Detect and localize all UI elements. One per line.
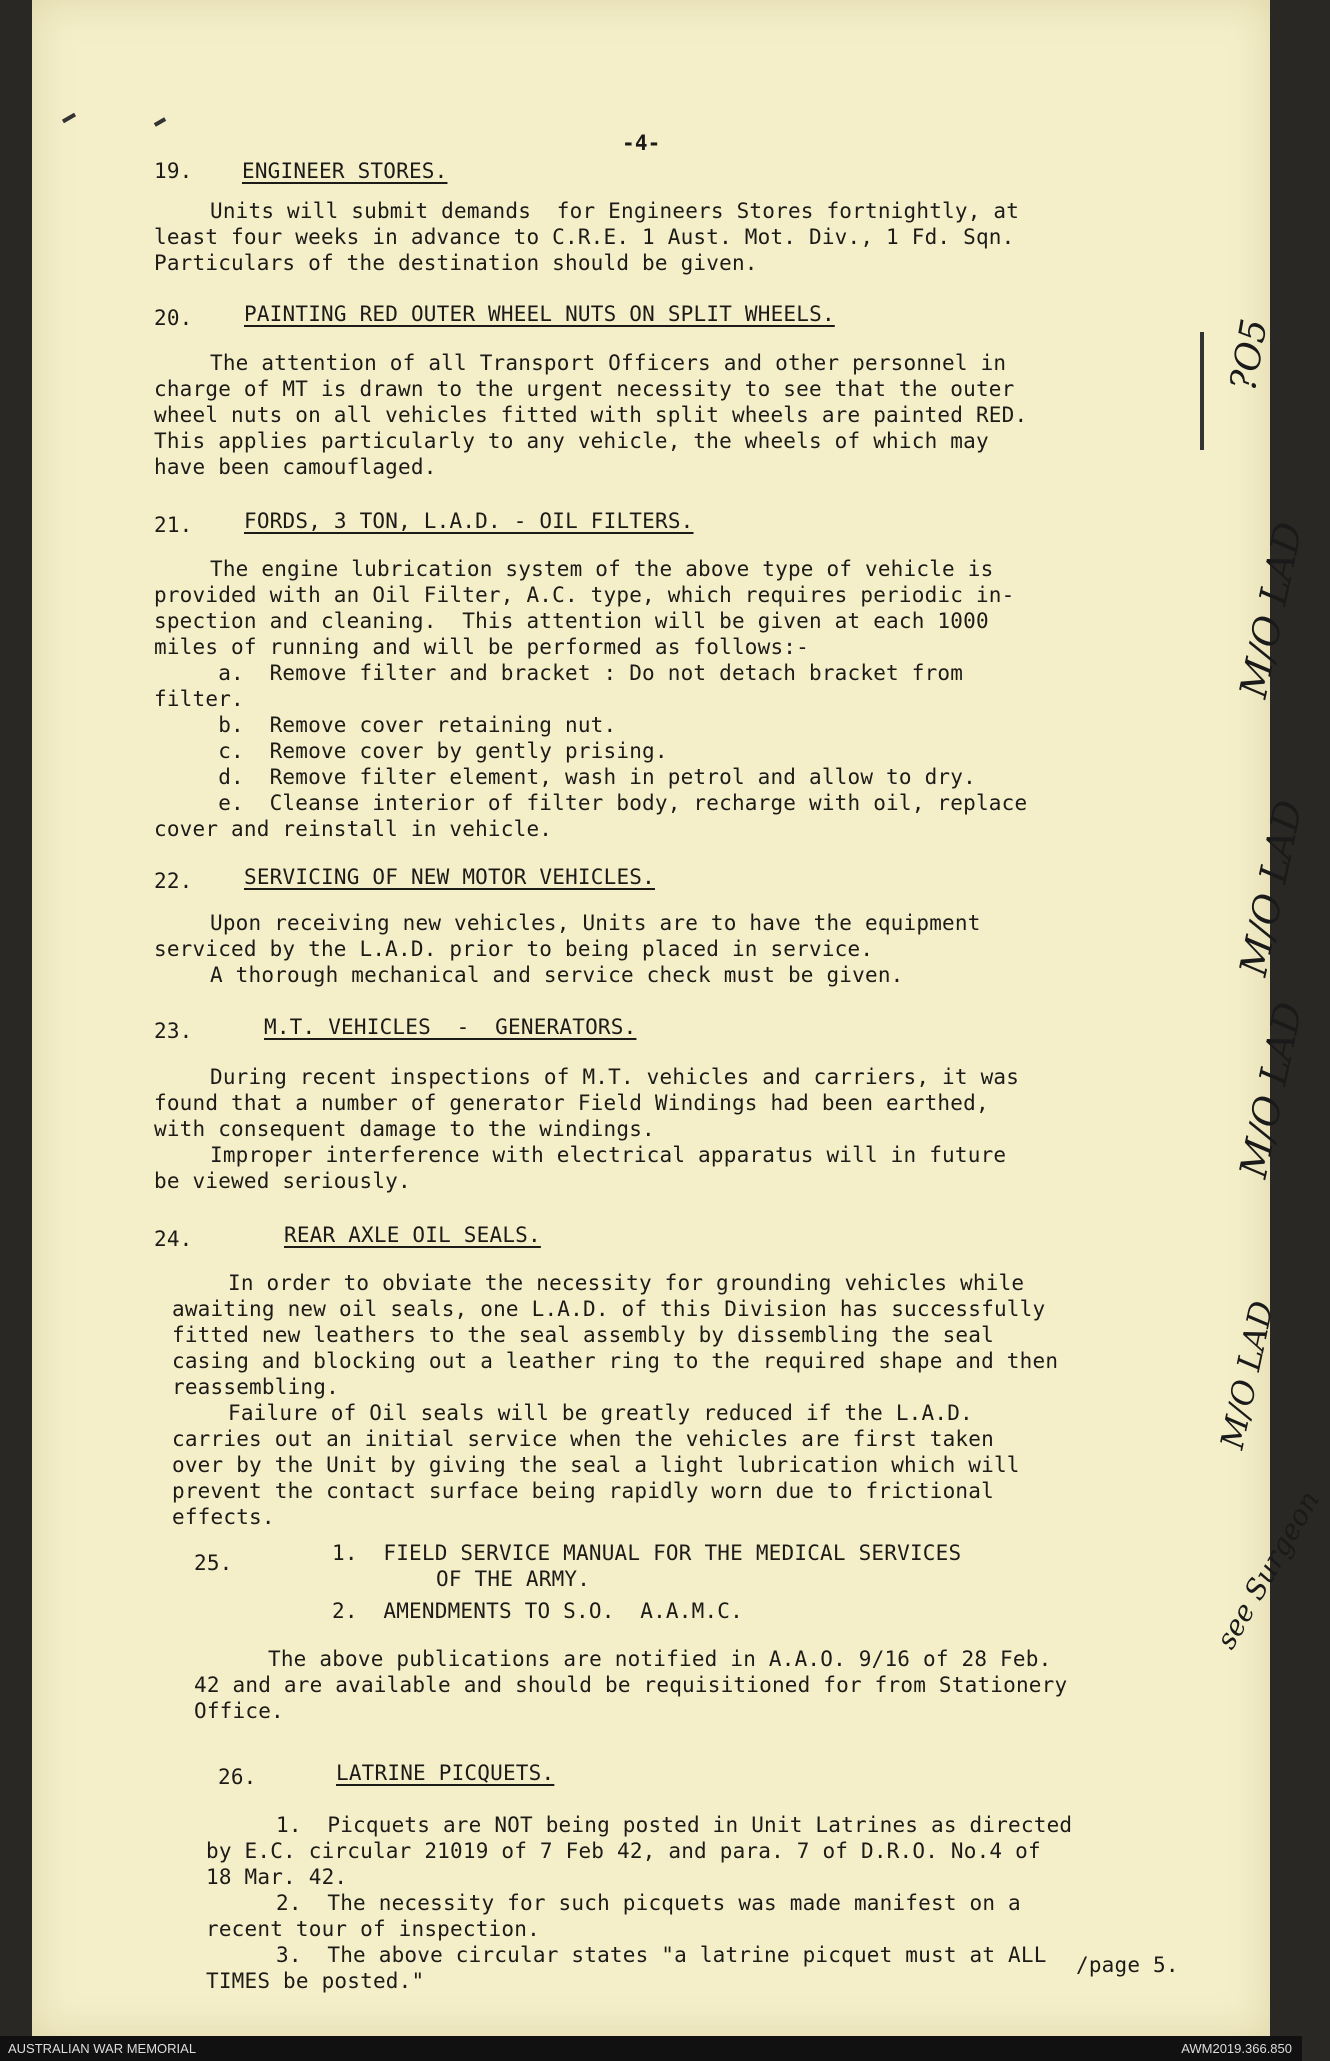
section-21-line: cover and reinstall in vehicle.: [154, 817, 553, 841]
section-26-line: 2. The necessity for such picquets was made manifest on a: [276, 1891, 1021, 1915]
section-23-line: with consequent damage to the windings.: [154, 1117, 655, 1141]
section-24-line: casing and blocking out a leather ring to the required shape and then: [172, 1349, 1059, 1373]
margin-note-20: ?O5: [1222, 316, 1276, 394]
section-25-line: 42 and are available and should be requisitioned for from Stationery: [194, 1673, 1068, 1697]
section-22-line: Upon receiving new vehicles, Units are to have the equipment: [210, 911, 981, 935]
margin-tick-mark: [62, 113, 76, 123]
section-21-line: miles of running and will be performed as follows:-: [154, 635, 809, 659]
section-21-line: a. Remove filter and bracket : Do not detach bracket from: [154, 661, 964, 685]
section-24-line: prevent the contact surface being rapidly worn due to frictional: [172, 1479, 994, 1503]
section-26-line: recent tour of inspection.: [206, 1917, 540, 1941]
section-23-line: be viewed seriously.: [154, 1169, 411, 1193]
section-21-number: 21.: [154, 513, 193, 537]
section-22-line: serviced by the L.A.D. prior to being placed in service.: [154, 937, 874, 961]
section-20-number: 20.: [154, 306, 193, 330]
section-21-heading: FORDS, 3 TON, L.A.D. - OIL FILTERS.: [244, 509, 694, 533]
footer-archive-name: AUSTRALIAN WAR MEMORIAL: [8, 2041, 197, 2056]
section-21-line: The engine lubrication system of the above type of vehicle is: [210, 557, 994, 581]
section-20-line: This applies particularly to any vehicle, the wheels of which may: [154, 429, 989, 453]
margin-tick-mark: [154, 117, 166, 126]
section-25-number: 25.: [194, 1551, 233, 1575]
section-24-line: Failure of Oil seals will be greatly reduced if the L.A.D.: [228, 1401, 973, 1425]
section-25-line: Office.: [194, 1699, 284, 1723]
section-19-number: 19.: [154, 159, 193, 183]
section-22-heading: SERVICING OF NEW MOTOR VEHICLES.: [244, 865, 655, 889]
section-24-line: carries out an initial service when the vehicles are first taken: [172, 1427, 994, 1451]
section-23-number: 23.: [154, 1019, 193, 1043]
section-24-heading: REAR AXLE OIL SEALS.: [284, 1223, 541, 1247]
section-21-line: filter.: [154, 687, 244, 711]
section-26-line: by E.C. circular 21019 of 7 Feb 42, and para. 7 of D.R.O. No.4 of: [206, 1839, 1041, 1863]
section-20-line: The attention of all Transport Officers and other personnel in: [210, 351, 1007, 375]
section-23-heading: M.T. VEHICLES - GENERATORS.: [264, 1015, 637, 1039]
section-23-line: Improper interference with electrical apparatus will in future: [210, 1143, 1007, 1167]
section-25-item-2: 2. AMENDMENTS TO S.O. A.A.M.C.: [332, 1599, 743, 1623]
margin-note-22: M/O LAD: [1231, 796, 1312, 980]
section-21-line: spection and cleaning. This attention will be given at each 1000: [154, 609, 989, 633]
section-20-line: charge of MT is drawn to the urgent necessity to see that the outer: [154, 377, 1015, 401]
section-24-line: effects.: [172, 1505, 275, 1529]
section-24-number: 24.: [154, 1227, 193, 1251]
section-23-line: During recent inspections of M.T. vehicles and carriers, it was: [210, 1065, 1020, 1089]
section-20-heading: PAINTING RED OUTER WHEEL NUTS ON SPLIT WHEELS.: [244, 302, 835, 326]
section-19-heading: ENGINEER STORES.: [242, 159, 448, 183]
page-number: -4-: [622, 131, 661, 155]
section-24-line: awaiting new oil seals, one L.A.D. of this Division has successfully: [172, 1297, 1046, 1321]
archive-footer: [0, 2036, 1302, 2061]
section-21-line: b. Remove cover retaining nut.: [154, 713, 617, 737]
section-22-line: A thorough mechanical and service check must be given.: [210, 963, 904, 987]
section-26-line: TIMES be posted.": [206, 1969, 425, 1993]
section-26-line: 18 Mar. 42.: [206, 1865, 348, 1889]
section-19-line: least four weeks in advance to C.R.E. 1 Aust. Mot. Div., 1 Fd. Sqn.: [154, 225, 1015, 249]
margin-note-21: M/O LAD: [1231, 518, 1312, 702]
section-25-item-1: 1. FIELD SERVICE MANUAL FOR THE MEDICAL SERVICES: [332, 1541, 962, 1565]
section-24-line: over by the Unit by giving the seal a light lubrication which will: [172, 1453, 1020, 1477]
section-20-line: wheel nuts on all vehicles fitted with split wheels are painted RED.: [154, 403, 1028, 427]
margin-note-24: M/O LAD: [1212, 1297, 1282, 1453]
section-20-line: have been camouflaged.: [154, 455, 437, 479]
document-page: [32, 0, 1327, 2036]
section-19-line: Particulars of the destination should be given.: [154, 251, 758, 275]
section-21-line: provided with an Oil Filter, A.C. type, which requires periodic in-: [154, 583, 1015, 607]
section-21-line: e. Cleanse interior of filter body, recharge with oil, replace: [154, 791, 1028, 815]
section-26-number: 26.: [218, 1765, 257, 1789]
section-26-line: 1. Picquets are NOT being posted in Unit Latrines as directed: [276, 1813, 1073, 1837]
section-23-line: found that a number of generator Field Windings had been earthed,: [154, 1091, 989, 1115]
section-22-number: 22.: [154, 869, 193, 893]
margin-bracket-line: [1200, 332, 1204, 450]
margin-note-25: see Surgeon: [1209, 1485, 1327, 1655]
footer-reference-id: AWM2019.366.850: [1181, 2041, 1292, 2056]
section-24-line: In order to obviate the necessity for grounding vehicles while: [228, 1271, 1025, 1295]
continuation-note: /page 5.: [1076, 1953, 1179, 1977]
section-25-line: The above publications are notified in A.A.O. 9/16 of 28 Feb.: [268, 1647, 1052, 1671]
section-24-line: fitted new leathers to the seal assembly by dissembling the seal: [172, 1323, 994, 1347]
section-26-heading: LATRINE PICQUETS.: [336, 1761, 555, 1785]
section-26-line: 3. The above circular states "a latrine picquet must at ALL: [276, 1943, 1047, 1967]
margin-note-23: M/O LAD: [1231, 998, 1312, 1182]
section-24-line: reassembling.: [172, 1375, 339, 1399]
section-19-line: Units will submit demands for Engineers Stores fortnightly, at: [210, 199, 1020, 223]
section-21-line: d. Remove filter element, wash in petrol and allow to dry.: [154, 765, 976, 789]
section-25-item-1-cont: OF THE ARMY.: [436, 1567, 591, 1591]
section-21-line: c. Remove cover by gently prising.: [154, 739, 668, 763]
